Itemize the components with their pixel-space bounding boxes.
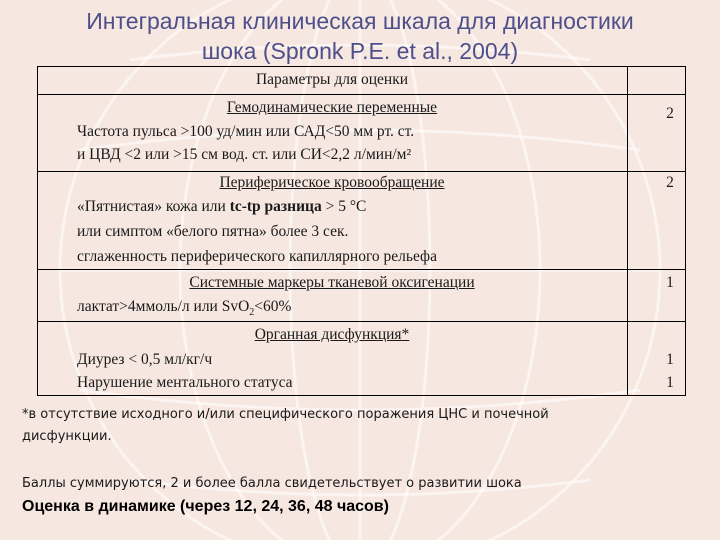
- perif-heading: Периферическое кровообращение: [219, 174, 445, 191]
- table-border-top: [37, 66, 686, 67]
- perif-score: 2: [666, 174, 674, 191]
- organ-score-2: 1: [666, 374, 674, 391]
- table-header: Параметры для оценки: [255, 71, 409, 88]
- organ-line-2: Нарушение ментального статуса: [77, 374, 293, 391]
- row-divider: [37, 94, 686, 95]
- perif-line-1: [77, 196, 366, 218]
- table-border-bottom: [37, 395, 686, 396]
- markers-line-1: [77, 296, 291, 324]
- organ-line-1: Диурез < 0,5 мл/кг/ч: [77, 351, 213, 368]
- markers-line-1-sub: 2: [249, 307, 255, 319]
- hemo-heading: Гемодинамические переменные: [226, 99, 438, 116]
- footnote-line-1: *в отсутствие исходного и/или специфического поражения ЦНС и почечной: [22, 407, 549, 422]
- markers-score: 1: [666, 274, 674, 291]
- hemo-line-2: и ЦВД <2 или >15 см вод. ст. или СИ<2,2 л/мин/м²: [77, 146, 412, 163]
- footnote-line-2: дисфункции.: [22, 429, 112, 444]
- title-line-1: Интегральная клиническая шкала для диагностики: [86, 8, 634, 34]
- perif-line-1-a: «Пятнистая» кожа или: [77, 198, 230, 215]
- dynamics-text: Оценка в динамике (через 12, 24, 36, 48 часов): [22, 498, 389, 515]
- table-border-right: [685, 66, 686, 396]
- row-divider: [37, 269, 686, 270]
- table-column-divider: [627, 66, 628, 396]
- slide-title: [40, 6, 680, 66]
- organ-score-1: 1: [666, 351, 674, 368]
- perif-line-1-b: tc-tp разница: [229, 198, 322, 215]
- perif-line-1-c: > 5 °С: [321, 198, 367, 215]
- markers-heading: Системные маркеры тканевой оксигенации: [189, 274, 475, 291]
- markers-line-1-b: <60%: [254, 298, 292, 315]
- hemo-line-1: Частота пульса >100 уд/мин или САД<50 мм рт. ст.: [77, 123, 415, 140]
- perif-line-2: или симптом «белого пятна» более 3 сек.: [77, 223, 349, 240]
- shock-scale-table: [37, 66, 686, 396]
- summary-text: Баллы суммируются, 2 и более балла свидетельствует о развитии шока: [22, 476, 522, 491]
- markers-line-1-a: лактат>4ммоль/л или SvO: [77, 298, 250, 315]
- title-line-2: шока (Spronk P.E. et al., 2004): [201, 38, 519, 64]
- perif-line-3: сглаженность периферического капиллярного рельефа: [77, 248, 437, 265]
- hemo-score: 2: [666, 105, 674, 122]
- footnote: [22, 404, 549, 448]
- organ-heading: Органная дисфункция*: [254, 326, 410, 343]
